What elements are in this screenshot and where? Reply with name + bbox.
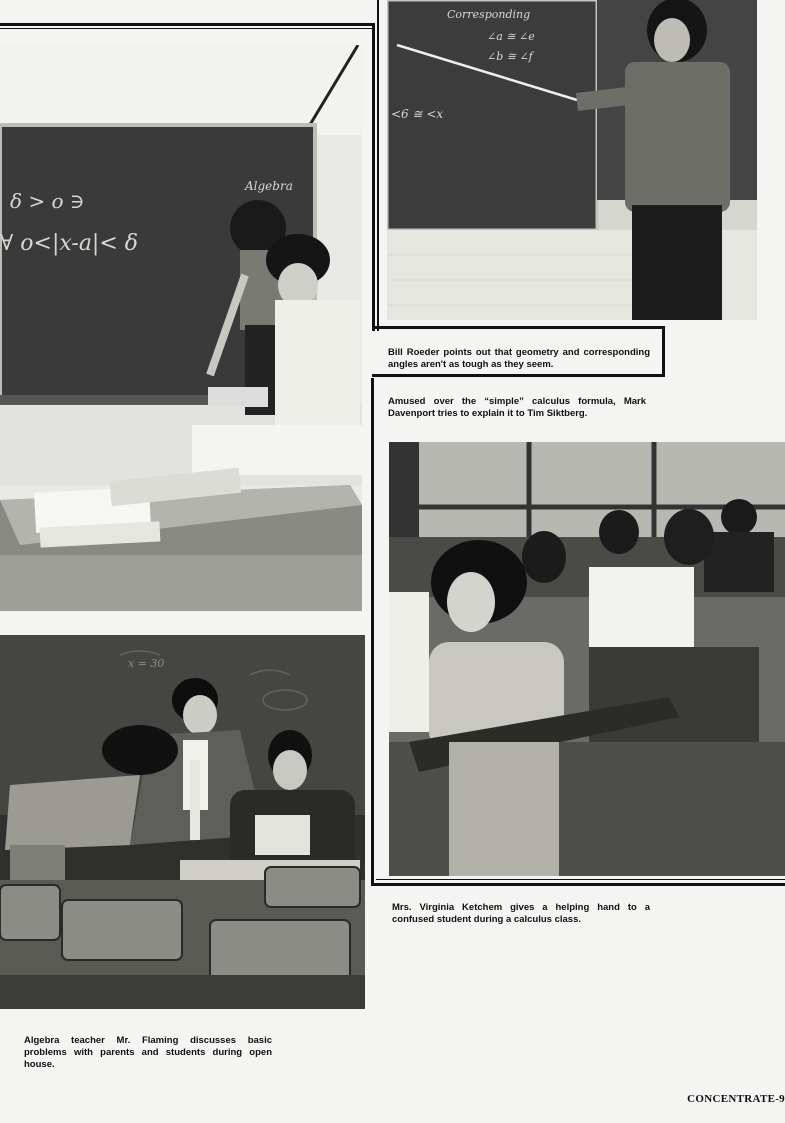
chalkboard-geometry-heading: Corresponding <box>447 8 531 21</box>
chalkboard-corner-note: Algebra <box>245 179 293 193</box>
chalkboard-line-2: ∀ o<|x-a|< δ <box>0 231 139 256</box>
chalkboard-geometry-line-1: ∠a ≅ ∠e <box>487 30 535 43</box>
chalkboard-geometry-side: <6 ≅ <x <box>391 107 444 121</box>
geometry-scene <box>387 0 757 320</box>
photo-calculus-class <box>389 442 785 876</box>
svg-text:x = 30: x = 30 <box>128 657 165 670</box>
photo-open-house <box>0 635 365 1009</box>
caption-roeder: Bill Roeder points out that geometry and corresponding angles aren't as tough as they seem. <box>388 347 650 370</box>
chalkboard-line-1: δ > o ∋ <box>10 189 85 213</box>
caption-davenport: Amused over the “simple” calculus formula, Mark Davenport tries to explain it to Tim Siktberg. <box>388 396 646 419</box>
open-house-scene <box>0 635 365 1009</box>
caption-ketchem: Mrs. Virginia Ketchem gives a helping hand to a confused student during a calculus class. <box>392 902 650 925</box>
photo-calculus-chalkboard <box>0 45 362 611</box>
photo-geometry-pointer <box>387 0 757 320</box>
chalkboard-geometry-line-2: ∠b ≅ ∠f <box>487 50 533 63</box>
page-folio: CONCENTRATE-9 <box>687 1093 785 1105</box>
calculus-scene <box>0 45 362 611</box>
classroom-scene <box>389 442 785 876</box>
caption-flaming: Algebra teacher Mr. Flaming discusses basic problems with parents and students during open house. <box>24 1035 272 1070</box>
